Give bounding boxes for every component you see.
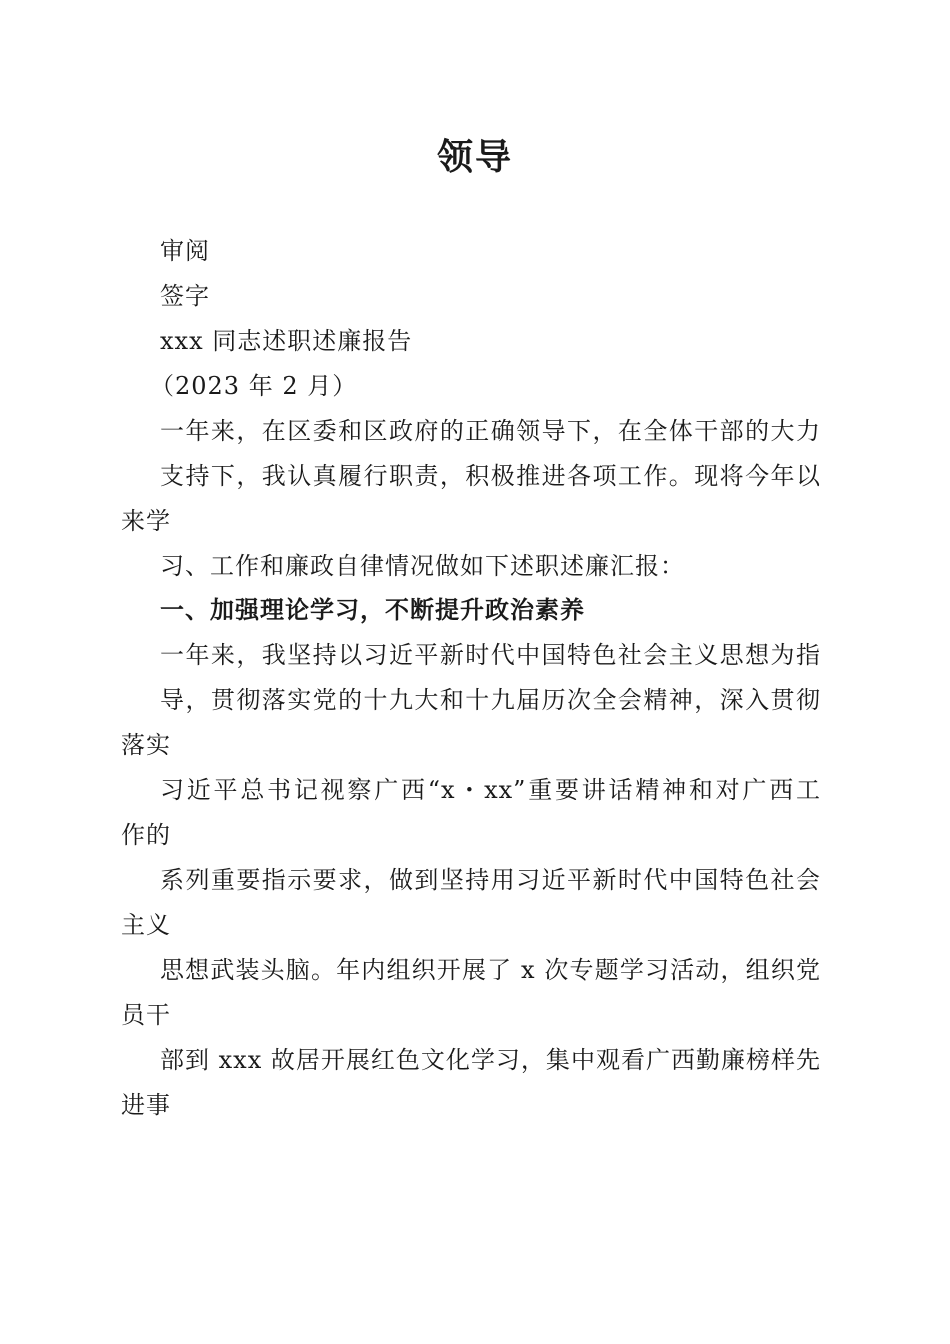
report-date: （2023 年 2 月） — [150, 372, 358, 400]
body-line: 习、工作和廉政自律情况做如下述职述廉汇报： — [160, 552, 685, 580]
body-line: 一年来，我坚持以习近平新时代中国特色社会主义思想为指 — [160, 641, 821, 669]
body-line: 来学 — [121, 507, 171, 535]
body-line: 作的 — [121, 821, 171, 849]
body-line: 主义 — [121, 911, 171, 939]
report-title: xxx 同志述职述廉报告 — [160, 327, 413, 355]
body-line: 支持下，我认真履行职责，积极推进各项工作。现将今年以 — [160, 462, 821, 490]
body-line: 部到 xxx 故居开展红色文化学习，集中观看广西勤廉榜样先 — [160, 1046, 821, 1074]
signature-label: 签字 — [160, 282, 210, 310]
review-label: 审阅 — [160, 237, 210, 265]
document-title: 领导 — [436, 137, 513, 178]
section-heading: 一、加强理论学习，不断提升政治素养 — [160, 596, 585, 624]
body-line: 思想武装头脑。年内组织开展了 x 次专题学习活动，组织党 — [160, 956, 821, 984]
body-line: 导，贯彻落实党的十九大和十九届历次全会精神，深入贯彻 — [160, 686, 821, 714]
body-line: 落实 — [121, 731, 171, 759]
body-line: 系列重要指示要求，做到坚持用习近平新时代中国特色社会 — [160, 866, 821, 894]
body-line: 习近平总书记视察广西“x・xx”重要讲话精神和对广西工 — [160, 776, 821, 804]
body-line: 员干 — [121, 1001, 171, 1029]
body-line: 一年来，在区委和区政府的正确领导下，在全体干部的大力 — [160, 417, 821, 445]
body-line: 进事 — [121, 1091, 171, 1119]
